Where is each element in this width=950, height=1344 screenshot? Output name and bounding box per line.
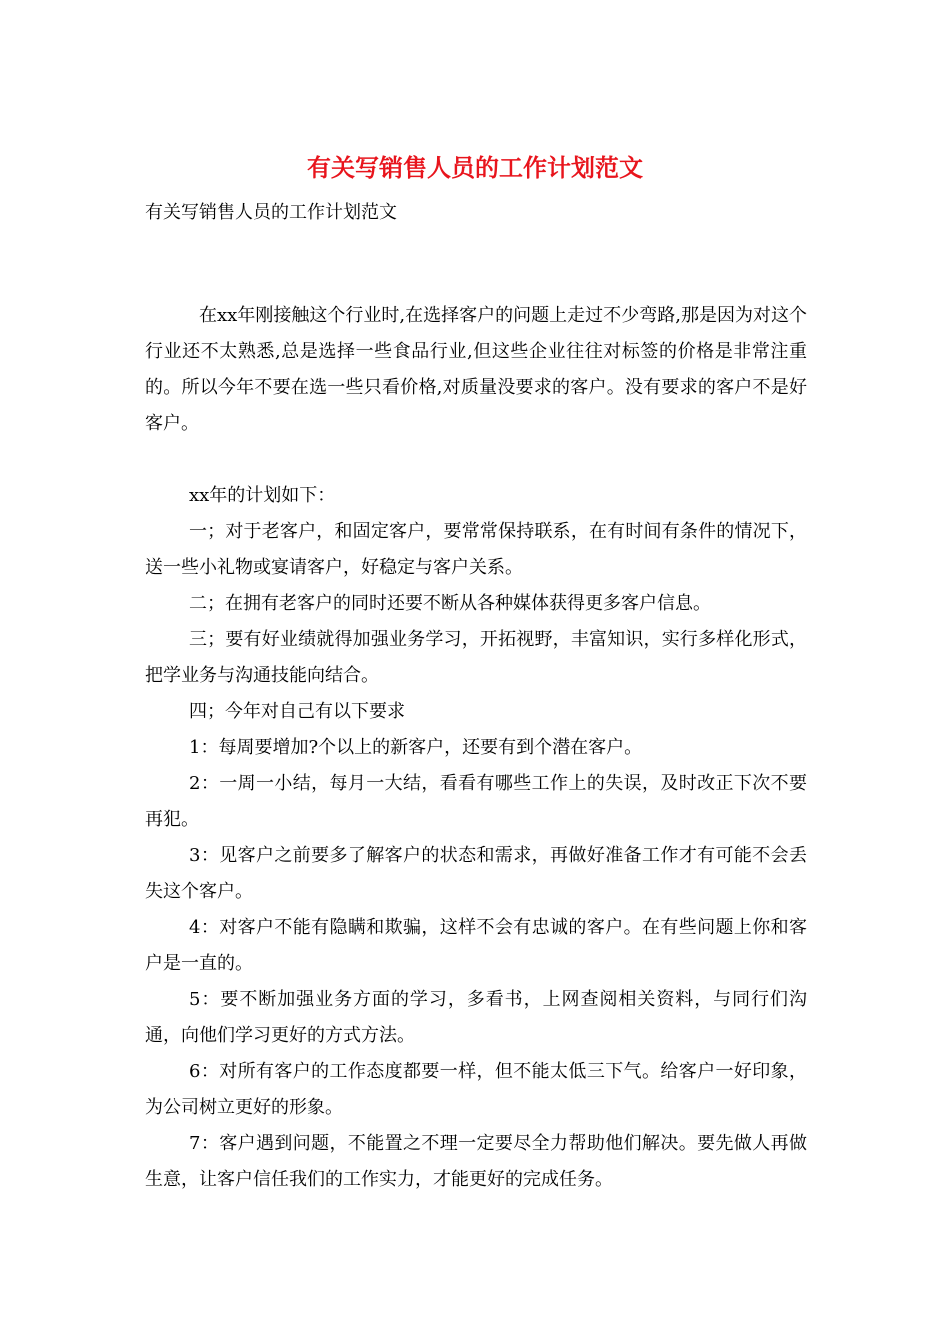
requirement-2: 2：一周一小结，每月一大结，看看有哪些工作上的失误，及时改正下次不要再犯。	[145, 773, 807, 830]
document-title: 有关写销售人员的工作计划范文	[307, 153, 643, 182]
plan-item-2: 二；在拥有老客户的同时还要不断从各种媒体获得更多客户信息。	[189, 593, 711, 614]
document-subtitle: 有关写销售人员的工作计划范文	[145, 202, 397, 223]
plan-item-1: 一；对于老客户，和固定客户，要常常保持联系，在有时间有条件的情况下，送一些小礼物或宴请客户，好稳定与客户关系。	[145, 521, 807, 578]
plan-item-4: 四；今年对自己有以下要求	[189, 701, 405, 722]
paragraph-spacer	[145, 442, 807, 478]
plan-heading: xx年的计划如下：	[189, 485, 336, 506]
requirement-7: 7：客户遇到问题，不能置之不理一定要尽全力帮助他们解决。要先做人再做生意，让客户信任我们的工作实力，才能更好的完成任务。	[145, 1133, 807, 1190]
requirement-3: 3：见客户之前要多了解客户的状态和需求，再做好准备工作才有可能不会丢失这个客户。	[145, 845, 807, 902]
requirement-5: 5：要不断加强业务方面的学习，多看书，上网查阅相关资料，与同行们沟通，向他们学习更好的方式方法。	[145, 989, 807, 1046]
requirement-4: 4：对客户不能有隐瞒和欺骗，这样不会有忠诚的客户。在有些问题上你和客户是一直的。	[145, 917, 807, 974]
plan-item-3: 三；要有好业绩就得加强业务学习，开拓视野，丰富知识，实行多样化形式，把学业务与沟通技能向结合。	[145, 629, 807, 686]
document-body	[145, 298, 807, 1198]
intro-paragraph: 在xx年刚接触这个行业时,在选择客户的问题上走过不少弯路,那是因为对这个行业还不太熟悉,总是选择一些食品行业,但这些企业往往对标签的价格是非常注重的。所以今年不要在选一些只看价格,对质量没要求的客户。没有要求的客户不是好客户。	[145, 305, 807, 434]
requirement-6: 6：对所有客户的工作态度都要一样，但不能太低三下气。给客户一好印象，为公司树立更好的形象。	[145, 1061, 807, 1118]
requirement-1: 1：每周要增加?个以上的新客户，还要有到个潜在客户。	[189, 737, 643, 758]
